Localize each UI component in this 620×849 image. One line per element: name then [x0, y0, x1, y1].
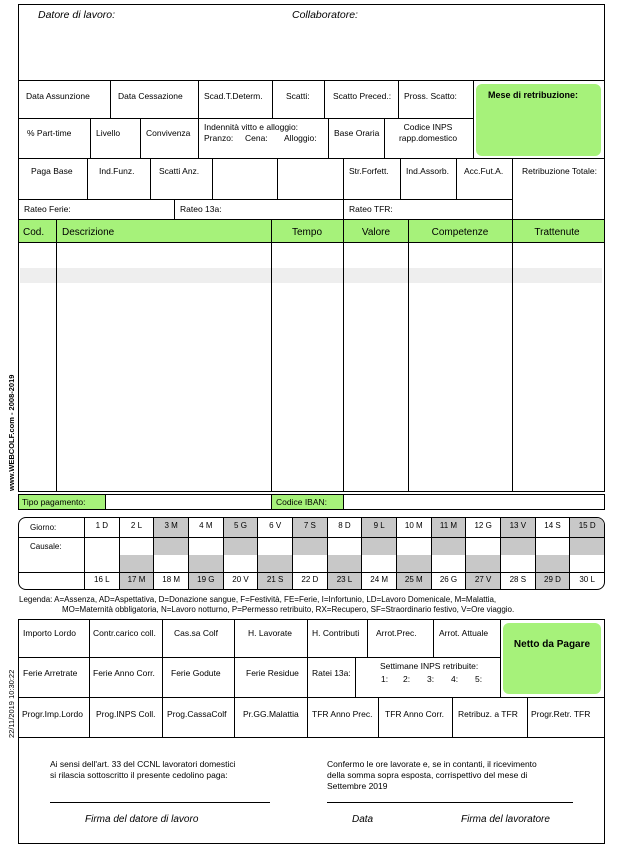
- calendar-day-cell: [535, 572, 570, 589]
- calendar-day-cell: [361, 572, 396, 589]
- calendar-day-label: 24 M: [370, 575, 389, 584]
- website-watermark: www.WEBCOLF.com - 2008-2019: [7, 374, 16, 491]
- col-time: Tempo: [291, 227, 323, 238]
- calendar-causal-cell[interactable]: [119, 555, 154, 572]
- calendar-day-label: 14 S: [544, 521, 561, 530]
- calendar-day-cell: [569, 518, 604, 537]
- employer-signature-label: Firma del datore di lavoro: [85, 814, 199, 825]
- tfr-accrual-label: Rateo TFR:: [349, 204, 393, 214]
- calendar-day-cell: [569, 572, 604, 589]
- holiday-accrual-label: Rateo Ferie:: [24, 204, 71, 214]
- prog-colf-label: Prog.CassaColf: [167, 709, 227, 719]
- calendar-day-cell: [431, 572, 466, 589]
- legend-line-1: Legenda: A=Assenza, AD=Aspettativa, D=Donazione sangue, F=Festività, FE=Ferie, I=Infortunio, LD=Lavoro Domenicale, M=Malattia,: [19, 595, 497, 604]
- inps-week-5: 5:: [475, 674, 483, 684]
- causal-label: Causale:: [30, 542, 62, 551]
- col-earnings: Competenze: [431, 227, 489, 238]
- prev-step-label: Scatto Preced.:: [333, 91, 392, 101]
- calendar-day-label: 29 D: [544, 575, 561, 584]
- print-timestamp: 22/11/2019 10:30:22: [7, 669, 16, 738]
- calendar-day-cell: [361, 518, 396, 537]
- calendar-day-label: 5 G: [234, 521, 247, 530]
- calendar-day-label: 2 L: [130, 521, 143, 530]
- employer-contrib-label: Contr.carico coll.: [93, 628, 156, 638]
- calendar-day-cell: [119, 572, 154, 589]
- col-description: Descrizione: [62, 227, 115, 238]
- calendar-causal-cell[interactable]: [257, 537, 292, 555]
- tfr-curr-year-label: TFR Anno Corr.: [385, 709, 445, 719]
- calendar-day-cell: [84, 518, 119, 537]
- absorbable-allowance-label: Ind.Assorb.: [406, 166, 449, 176]
- calendar-day-cell: [257, 518, 292, 537]
- tfr-prev-year-label: TFR Anno Prec.: [312, 709, 373, 719]
- calendar-causal-cell[interactable]: [569, 537, 604, 555]
- calendar-causal-cell[interactable]: [431, 555, 466, 572]
- calendar-day-label: 9 L: [373, 521, 385, 530]
- inps-week-4: 4:: [451, 674, 459, 684]
- tfr-withheld-label: Retribuz. a TFR: [458, 709, 518, 719]
- calendar-causal-cell[interactable]: [535, 555, 570, 572]
- calendar-causal-cell[interactable]: [500, 555, 535, 572]
- calendar-day-label: 21 S: [266, 575, 284, 584]
- net-pay-label: Netto da Pagare: [513, 639, 591, 650]
- gross-label: Importo Lordo: [23, 628, 76, 638]
- inps-week-2: 2:: [403, 674, 411, 684]
- inps-code-sublabel: rapp.domestico: [398, 133, 458, 143]
- level-label: Livello: [96, 128, 121, 138]
- calendar-day-label: 1 D: [95, 521, 109, 530]
- payment-type-label: Tipo pagamento:: [22, 497, 86, 507]
- calendar-causal-cell[interactable]: [361, 537, 396, 555]
- calendar-causal-row-2: [19, 555, 604, 572]
- calendar-day-cell: [327, 572, 362, 589]
- flat-overtime-label: Str.Forfett.: [349, 166, 389, 176]
- calendar-day-label: 13 V: [509, 521, 527, 530]
- calendar-causal-cell[interactable]: [188, 537, 223, 555]
- calendar-day-cell: [223, 572, 258, 589]
- footer-left-line-2: si rilascia sottoscritto il presente cedolino paga:: [50, 770, 228, 780]
- prog-inps-label: Prog.INPS Coll.: [96, 709, 156, 719]
- calendar-causal-cell[interactable]: [327, 555, 362, 572]
- calendar-day-label: 15 D: [578, 521, 596, 530]
- thirteenth-label: Ratei 13a:: [312, 668, 351, 678]
- calendar-causal-cell[interactable]: [257, 555, 292, 572]
- signature-box: [18, 737, 605, 844]
- calendar-day-label: 7 S: [303, 521, 316, 530]
- attendance-calendar: [18, 517, 605, 590]
- calendar-causal-cell[interactable]: [153, 555, 188, 572]
- worker-signature-label: Firma del lavoratore: [461, 814, 550, 825]
- pay-month-label: Mese di retribuzione:: [488, 90, 579, 100]
- calendar-causal-cell[interactable]: [361, 555, 396, 572]
- calendar-day-label: 11 M: [439, 521, 458, 530]
- calendar-day-label: 25 M: [404, 575, 423, 584]
- calendar-day-cell: [292, 572, 327, 589]
- calendar-causal-cell[interactable]: [119, 537, 154, 555]
- calendar-day-label: 27 V: [474, 575, 492, 584]
- table-row: [20, 268, 602, 283]
- inps-weeks-label: Settimane INPS retribuite:: [380, 661, 479, 671]
- calendar-causal-cell[interactable]: [396, 537, 431, 555]
- live-in-label: Convivenza: [146, 128, 191, 138]
- calendar-day-cell: [500, 572, 535, 589]
- prog-gross-label: Progr.Imp.Lordo: [22, 709, 83, 719]
- calendar-day-label: 6 V: [269, 521, 282, 530]
- calendar-day-cell: [327, 518, 362, 537]
- term-expiry-label: Scad.T.Determ.: [204, 91, 263, 101]
- calendar-day-cell: [465, 518, 500, 537]
- calendar-causal-cell[interactable]: [153, 537, 188, 555]
- calendar-day-cell: [465, 572, 500, 589]
- next-step-label: Pross. Scatto:: [404, 91, 457, 101]
- calendar-causal-cell[interactable]: [84, 537, 119, 555]
- curr-rounding-label: Arrot. Attuale: [439, 628, 489, 638]
- calendar-causal-cell[interactable]: [535, 537, 570, 555]
- calendar-day-cell: [396, 572, 431, 589]
- calendar-day-cell: [257, 572, 292, 589]
- holiday-remaining-label: Ferie Residue: [246, 668, 299, 678]
- calendar-causal-cell[interactable]: [396, 555, 431, 572]
- calendar-causal-cell[interactable]: [84, 555, 119, 572]
- calendar-day-label: 26 G: [439, 575, 458, 584]
- dinner-label: Cena:: [245, 133, 268, 143]
- calendar-day-label: 19 G: [197, 575, 215, 584]
- employer-label: Datore di lavoro:: [38, 9, 116, 21]
- calendar-day-cell: [431, 518, 466, 537]
- calendar-day-label: 16 L: [94, 575, 110, 584]
- calendar-day-cell: [153, 518, 188, 537]
- calendar-day-cell: [535, 518, 570, 537]
- calendar-causal-cell[interactable]: [431, 537, 466, 555]
- allowance-title: Indennità vitto e alloggio:: [204, 122, 299, 132]
- col-value: Valore: [361, 227, 391, 238]
- calendar-day-label: 22 D: [301, 575, 319, 584]
- items-table: [18, 219, 605, 492]
- prog-sick-label: Pr.GG.Malattia: [243, 709, 299, 719]
- future-increase-label: Acc.Fut.A.: [464, 166, 504, 176]
- calendar-day-label: 4 M: [199, 521, 213, 530]
- calendar-causal-cell[interactable]: [292, 555, 327, 572]
- inps-code-label: Codice INPS: [403, 122, 453, 132]
- employer-signature-line: [50, 802, 270, 803]
- hourly-base-label: Base Oraria: [334, 128, 380, 138]
- calendar-causal-cell[interactable]: [465, 555, 500, 572]
- col-deductions: Trattenute: [534, 227, 580, 238]
- hours-contrib-label: H. Contributi: [312, 628, 360, 638]
- net-pay-box: [503, 623, 601, 694]
- legend-line-2: MO=Maternità obbligatoria, N=Lavoro notturno, P=Permesso retribuito, RX=Recupero, SF=Straordinario festivo, V=Ore viaggio.: [62, 605, 515, 614]
- steps-label: Scatti:: [286, 91, 310, 101]
- inps-week-3: 3:: [427, 674, 435, 684]
- footer-right-line-1: Confermo le ore lavorate e, se in contanti, il ricevimento: [327, 759, 537, 769]
- inps-week-1: 1:: [381, 674, 389, 684]
- colf-fund-label: Cas.sa Colf: [174, 628, 218, 638]
- prog-tfr-label: Progr.Retr. TFR: [531, 709, 591, 719]
- calendar-day-label: 23 L: [336, 575, 353, 584]
- calendar-causal-cell[interactable]: [188, 555, 223, 572]
- calendar-day-label: 3 M: [164, 521, 178, 530]
- holiday-taken-label: Ferie Godute: [171, 668, 221, 678]
- total-pay-label: Retribuzione Totale:: [522, 166, 597, 176]
- calendar-causal-cell[interactable]: [327, 537, 362, 555]
- calendar-day-label: 12 G: [474, 521, 492, 530]
- holiday-current-year-label: Ferie Anno Corr.: [93, 668, 155, 678]
- calendar-days-row-2: [19, 572, 604, 589]
- calendar-day-label: 8 D: [338, 521, 351, 530]
- calendar-day-cell: [500, 518, 535, 537]
- footer-right-line-2: della somma sopra esposta, corrispettivo del mese di: [327, 770, 528, 780]
- calendar-causal-row: [19, 537, 604, 555]
- date-label: Data: [352, 814, 374, 825]
- holiday-arrears-label: Ferie Arretrate: [23, 668, 78, 678]
- calendar-day-cell: [223, 518, 258, 537]
- calendar-day-label: 18 M: [162, 575, 181, 584]
- lunch-label: Pranzo:: [204, 133, 234, 143]
- iban-label: Codice IBAN:: [276, 497, 328, 507]
- collaborator-label: Collaboratore:: [292, 9, 358, 21]
- step-increments-label: Scatti Anz.: [159, 166, 200, 176]
- calendar-day-cell: [188, 518, 223, 537]
- function-allowance-label: Ind.Funz.: [99, 166, 135, 176]
- prev-rounding-label: Arrot.Prec.: [376, 628, 417, 638]
- calendar-days-row: [19, 518, 604, 537]
- part-time-label: % Part-time: [27, 128, 72, 138]
- calendar-day-label: 20 V: [232, 575, 249, 584]
- calendar-day-cell: [119, 518, 154, 537]
- footer-left-line-1: Ai sensi dell'art. 33 del CCNL lavoratori domestici: [50, 759, 236, 769]
- hire-date-label: Data Assunzione: [26, 91, 90, 101]
- calendar-causal-cell[interactable]: [223, 555, 258, 572]
- calendar-day-cell: [292, 518, 327, 537]
- calendar-day-cell: [84, 572, 119, 589]
- calendar-causal-cell[interactable]: [465, 537, 500, 555]
- lodging-label: Alloggio:: [284, 133, 317, 143]
- calendar-day-cell: [153, 572, 188, 589]
- calendar-day-label: 10 M: [404, 521, 423, 530]
- hours-worked-label: H. Lavorate: [248, 628, 292, 638]
- footer-right-line-3: Settembre 2019: [327, 781, 388, 791]
- calendar-day-cell: [188, 572, 223, 589]
- end-date-label: Data Cessazione: [118, 91, 183, 101]
- calendar-day-label: 28 S: [509, 575, 527, 584]
- worker-signature-line: [327, 802, 573, 803]
- calendar-causal-cell[interactable]: [569, 555, 604, 572]
- base-pay-label: Paga Base: [31, 166, 73, 176]
- calendar-causal-cell[interactable]: [500, 537, 535, 555]
- days-label: Giorno:: [30, 523, 57, 532]
- calendar-day-label: 30 L: [579, 575, 595, 584]
- calendar-day-cell: [396, 518, 431, 537]
- calendar-causal-cell[interactable]: [223, 537, 258, 555]
- thirteenth-accrual-label: Rateo 13a:: [180, 204, 222, 214]
- col-code: Cod.: [23, 227, 45, 238]
- calendar-causal-cell[interactable]: [292, 537, 327, 555]
- calendar-day-label: 17 M: [127, 575, 146, 584]
